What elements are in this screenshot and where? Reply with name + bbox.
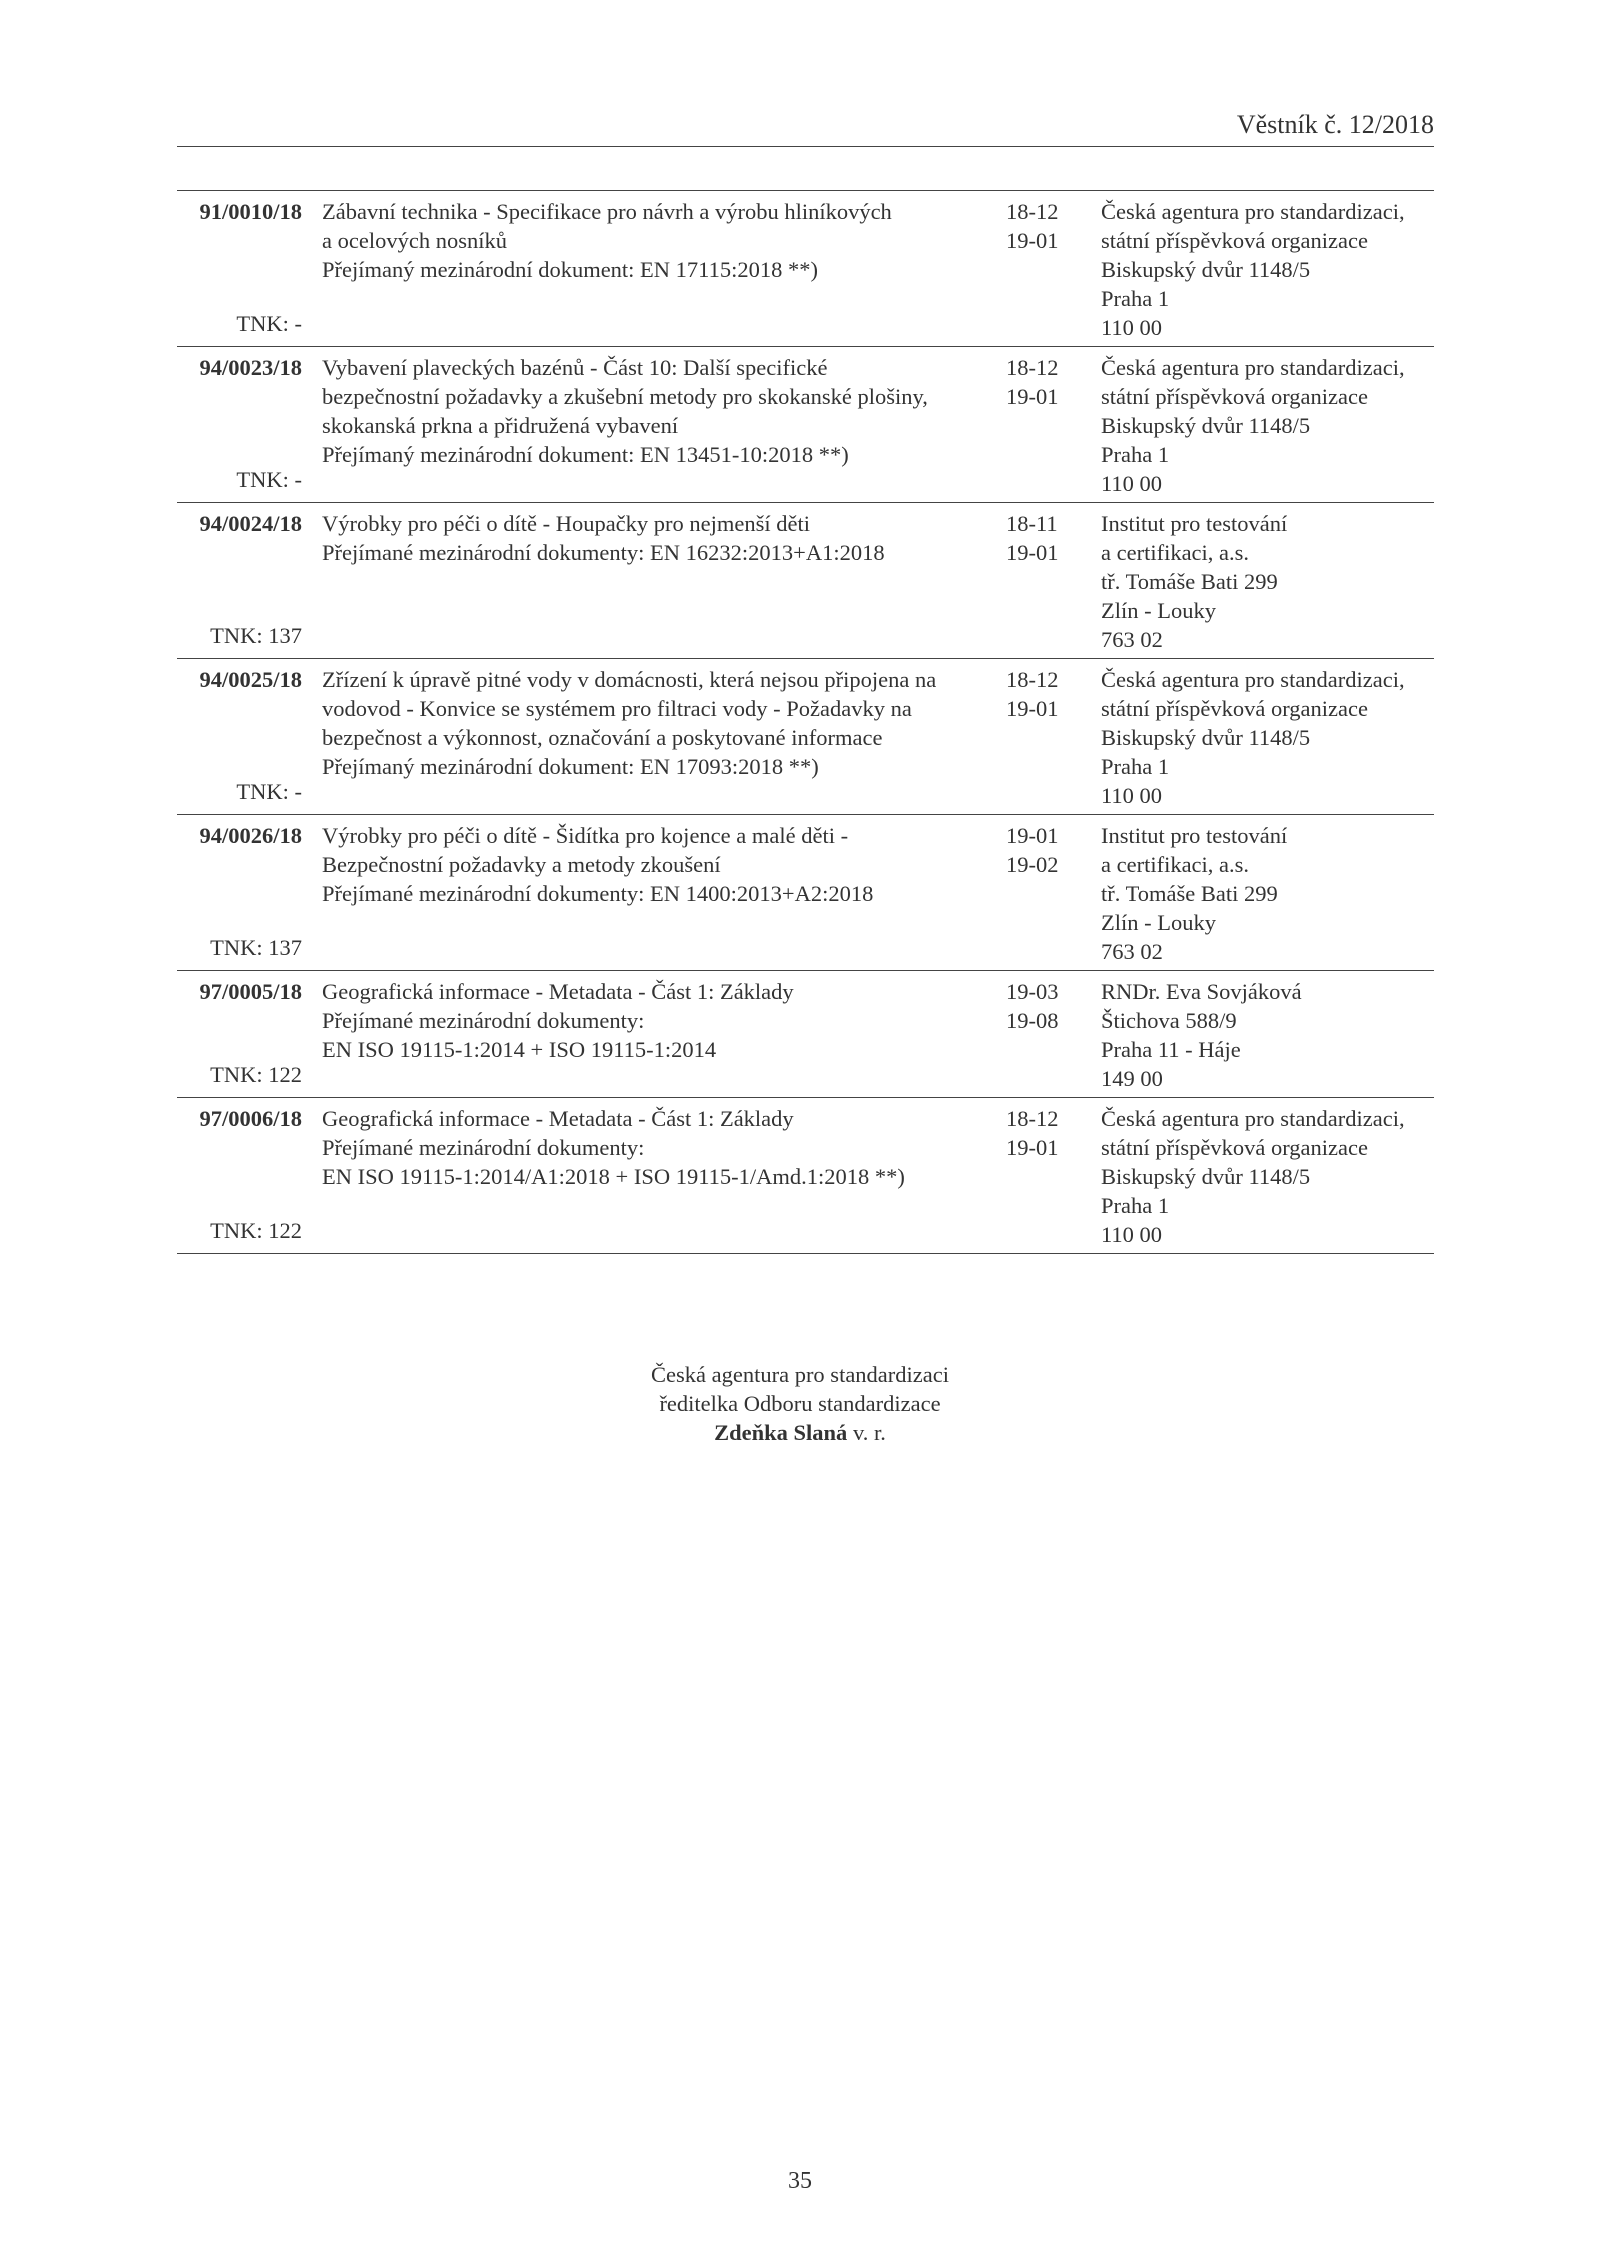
record-row (177, 659, 1434, 815)
record-dates (1006, 353, 1101, 498)
record-tnk: TNK: 137 (210, 623, 302, 648)
record-id-cell (177, 977, 302, 1093)
record-title-line: bezpečnost a výkonnost, označování a poskytované informace (322, 725, 883, 750)
record-organization-line: Institut pro testování (1101, 823, 1288, 848)
record-organization-line: Štichova 588/9 (1101, 1008, 1237, 1033)
record-date-start: 18-12 (1006, 355, 1059, 380)
record-date-end: 19-02 (1006, 852, 1059, 877)
record-organization-line: 110 00 (1101, 471, 1163, 496)
record-title (302, 821, 1006, 966)
record-organization-line: Česká agentura pro standardizaci, (1101, 1106, 1405, 1131)
records-table (177, 190, 1434, 1254)
record-tnk: TNK: 122 (210, 1218, 302, 1243)
record-row (177, 1098, 1434, 1254)
record-organization-line: Biskupský dvůr 1148/5 (1101, 413, 1311, 438)
record-title-line: Přejímaný mezinárodní dokument: EN 17093:2018 **) (322, 754, 819, 779)
signature-position: ředitelka Odboru standardizace (659, 1391, 941, 1416)
record-title-line: Geografická informace - Metadata - Část 1: Základy (322, 979, 794, 1004)
record-organization-line: Zlín - Louky (1101, 598, 1216, 623)
record-title (302, 977, 1006, 1093)
record-organization (1101, 665, 1434, 810)
record-date-end: 19-01 (1006, 696, 1059, 721)
record-organization-line: Biskupský dvůr 1148/5 (1101, 257, 1311, 282)
record-title (302, 197, 1006, 342)
record-id-cell (177, 1104, 302, 1249)
record-title-line: Přejímané mezinárodní dokumenty: (322, 1008, 645, 1033)
record-date-start: 19-03 (1006, 979, 1059, 1004)
record-title-line: skokanská prkna a přidružená vybavení (322, 413, 679, 438)
record-date-start: 18-12 (1006, 667, 1059, 692)
record-organization-line: státní příspěvková organizace (1101, 696, 1368, 721)
record-dates (1006, 665, 1101, 810)
record-organization-line: Praha 1 (1101, 754, 1170, 779)
record-number: 94/0024/18 (199, 511, 302, 536)
record-id-cell (177, 665, 302, 810)
record-date-end: 19-01 (1006, 1135, 1059, 1160)
record-organization-line: tř. Tomáše Bati 299 (1101, 569, 1278, 594)
record-organization-line: 149 00 (1101, 1066, 1163, 1091)
record-dates (1006, 1104, 1101, 1249)
record-title-line: EN ISO 19115-1:2014/A1:2018 + ISO 19115-1/Amd.1:2018 **) (322, 1164, 905, 1189)
record-organization-line: státní příspěvková organizace (1101, 228, 1368, 253)
signature-suffix: v. r. (847, 1420, 886, 1445)
record-title-line: Výrobky pro péči o dítě - Houpačky pro nejmenší děti (322, 511, 811, 536)
record-title-line: Přejímané mezinárodní dokumenty: EN 16232:2013+A1:2018 (322, 540, 885, 565)
record-date-start: 19-01 (1006, 823, 1059, 848)
record-number: 91/0010/18 (199, 199, 302, 224)
record-title-line: vodovod - Konvice se systémem pro filtraci vody - Požadavky na (322, 696, 912, 721)
record-row (177, 815, 1434, 971)
record-tnk: TNK: 137 (210, 935, 302, 960)
page-header (177, 108, 1434, 147)
record-title (302, 1104, 1006, 1249)
record-title (302, 509, 1006, 654)
record-tnk: TNK: - (236, 467, 302, 492)
record-title-line: Přejímaný mezinárodní dokument: EN 13451-10:2018 **) (322, 442, 849, 467)
record-organization (1101, 197, 1434, 342)
record-title-line: Vybavení plaveckých bazénů - Část 10: Další specifické (322, 355, 828, 380)
record-organization-line: tř. Tomáše Bati 299 (1101, 881, 1278, 906)
record-tnk: TNK: - (236, 311, 302, 336)
record-date-start: 18-11 (1006, 511, 1058, 536)
record-date-end: 19-08 (1006, 1008, 1059, 1033)
record-title-line: Přejímané mezinárodní dokumenty: (322, 1135, 645, 1160)
record-date-start: 18-12 (1006, 1106, 1059, 1131)
record-organization-line: Praha 1 (1101, 286, 1170, 311)
record-organization (1101, 509, 1434, 654)
record-number: 94/0026/18 (199, 823, 302, 848)
record-organization (1101, 821, 1434, 966)
record-organization-line: Česká agentura pro standardizaci, (1101, 667, 1405, 692)
record-organization-line: státní příspěvková organizace (1101, 384, 1368, 409)
bulletin-title: Věstník č. 12/2018 (1236, 110, 1434, 139)
record-date-end: 19-01 (1006, 540, 1059, 565)
record-title (302, 665, 1006, 810)
record-number: 97/0005/18 (199, 979, 302, 1004)
record-id-cell (177, 509, 302, 654)
record-date-end: 19-01 (1006, 384, 1059, 409)
record-organization (1101, 1104, 1434, 1249)
record-organization-line: Praha 1 (1101, 1193, 1170, 1218)
signature-name: Zdeňka Slaná (714, 1420, 848, 1445)
record-title-line: Přejímané mezinárodní dokumenty: EN 1400:2013+A2:2018 (322, 881, 874, 906)
record-title-line: Přejímaný mezinárodní dokument: EN 17115:2018 **) (322, 257, 818, 282)
record-organization-line: 110 00 (1101, 315, 1163, 340)
record-row (177, 347, 1434, 503)
signature-agency: Česká agentura pro standardizaci (651, 1362, 949, 1387)
record-title-line: a ocelových nosníků (322, 228, 507, 253)
record-organization (1101, 353, 1434, 498)
record-organization-line: a certifikaci, a.s. (1101, 540, 1250, 565)
record-organization-line: 110 00 (1101, 1222, 1163, 1247)
record-organization-line: Biskupský dvůr 1148/5 (1101, 1164, 1311, 1189)
record-tnk: TNK: - (236, 779, 302, 804)
record-organization-line: Praha 1 (1101, 442, 1170, 467)
record-dates (1006, 197, 1101, 342)
record-date-end: 19-01 (1006, 228, 1059, 253)
record-organization-line: 763 02 (1101, 939, 1163, 964)
record-row (177, 503, 1434, 659)
record-organization-line: 110 00 (1101, 783, 1163, 808)
record-id-cell (177, 353, 302, 498)
record-row (177, 971, 1434, 1098)
record-organization-line: a certifikaci, a.s. (1101, 852, 1250, 877)
signature-name-line (0, 1418, 1600, 1447)
record-organization-line: Česká agentura pro standardizaci, (1101, 355, 1405, 380)
record-title-line: Zábavní technika - Specifikace pro návrh a výrobu hliníkových (322, 199, 892, 224)
signature-block (0, 1360, 1600, 1447)
record-title-line: Bezpečnostní požadavky a metody zkoušení (322, 852, 721, 877)
record-tnk: TNK: 122 (210, 1062, 302, 1087)
page-number: 35 (788, 2168, 812, 2194)
record-number: 97/0006/18 (199, 1106, 302, 1131)
record-organization-line: RNDr. Eva Sovjáková (1101, 979, 1302, 1004)
record-title-line: Geografická informace - Metadata - Část 1: Základy (322, 1106, 794, 1131)
record-dates (1006, 977, 1101, 1093)
record-row (177, 191, 1434, 347)
record-organization-line: státní příspěvková organizace (1101, 1135, 1368, 1160)
record-organization-line: Zlín - Louky (1101, 910, 1216, 935)
record-id-cell (177, 821, 302, 966)
record-id-cell (177, 197, 302, 342)
record-dates (1006, 509, 1101, 654)
record-organization (1101, 977, 1434, 1093)
record-organization-line: Praha 11 - Háje (1101, 1037, 1241, 1062)
record-organization-line: 763 02 (1101, 627, 1163, 652)
record-number: 94/0025/18 (199, 667, 302, 692)
record-dates (1006, 821, 1101, 966)
record-organization-line: Česká agentura pro standardizaci, (1101, 199, 1405, 224)
record-title (302, 353, 1006, 498)
record-organization-line: Biskupský dvůr 1148/5 (1101, 725, 1311, 750)
record-date-start: 18-12 (1006, 199, 1059, 224)
record-number: 94/0023/18 (199, 355, 302, 380)
record-title-line: Zřízení k úpravě pitné vody v domácnosti, která nejsou připojena na (322, 667, 937, 692)
record-title-line: EN ISO 19115-1:2014 + ISO 19115-1:2014 (322, 1037, 717, 1062)
record-title-line: bezpečnostní požadavky a zkušební metody pro skokanské plošiny, (322, 384, 928, 409)
record-title-line: Výrobky pro péči o dítě - Šidítka pro kojence a malé děti - (322, 823, 849, 848)
record-organization-line: Institut pro testování (1101, 511, 1288, 536)
